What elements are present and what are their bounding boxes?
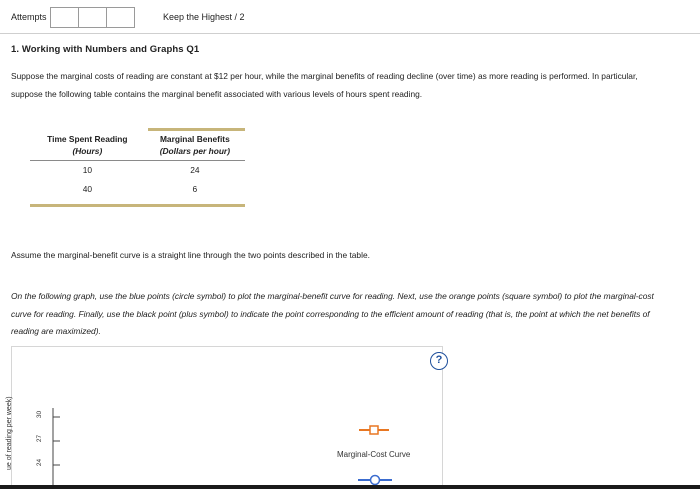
cell-benefit: 6 bbox=[192, 184, 198, 194]
assumption-paragraph: Assume the marginal-benefit curve is a straight line through the two points described in the table. bbox=[11, 250, 370, 260]
attempts-label: Attempts bbox=[11, 12, 47, 22]
instructions-paragraph: On the following graph, use the blue points (circle symbol) to plot the marginal-benefit curve for reading. Next, use the orange points (square symbol) to plot the marginal-cost curve for reading. Finally, use the black point (plus symbol) to indicate the point corresponding to the efficient amount of reading (that is, the point at which the net benefits of reading are maximized). bbox=[11, 291, 654, 336]
marginal-cost-legend-label: Marginal-Cost Curve bbox=[337, 450, 411, 459]
col-hours-header: Time Spent Reading bbox=[47, 134, 128, 144]
marginal-benefit-legend-symbol[interactable] bbox=[358, 476, 392, 485]
y-tick-label: 24 bbox=[36, 458, 44, 467]
y-tick-label: 30 bbox=[36, 410, 44, 419]
col-benefit-subheader: (Dollars per hour) bbox=[145, 144, 245, 161]
col-hours-subheader: (Hours) bbox=[30, 144, 145, 161]
cell-hours: 10 bbox=[82, 165, 93, 175]
help-icon[interactable]: ? bbox=[430, 352, 448, 370]
y-axis-label: ue of reading per week) bbox=[6, 396, 13, 470]
marginal-cost-legend-symbol[interactable] bbox=[359, 426, 389, 434]
y-tick-label: 27 bbox=[36, 434, 44, 443]
col-benefit-header: Marginal Benefits bbox=[159, 134, 230, 144]
question-title: 1. Working with Numbers and Graphs Q1 bbox=[11, 44, 200, 55]
cell-benefit: 24 bbox=[190, 165, 200, 175]
bottom-edge-bar bbox=[0, 485, 700, 489]
question-paragraph: Suppose the marginal costs of reading are constant at $12 per hour, while the marginal benefits of reading decline (over time) as more reading is performed. In particular, suppose the following table contains the marginal benefit associated with various levels of hours spent reading. bbox=[11, 71, 638, 99]
cell-hours: 40 bbox=[82, 184, 93, 194]
keep-highest-label: Keep the Highest / 2 bbox=[163, 12, 245, 22]
